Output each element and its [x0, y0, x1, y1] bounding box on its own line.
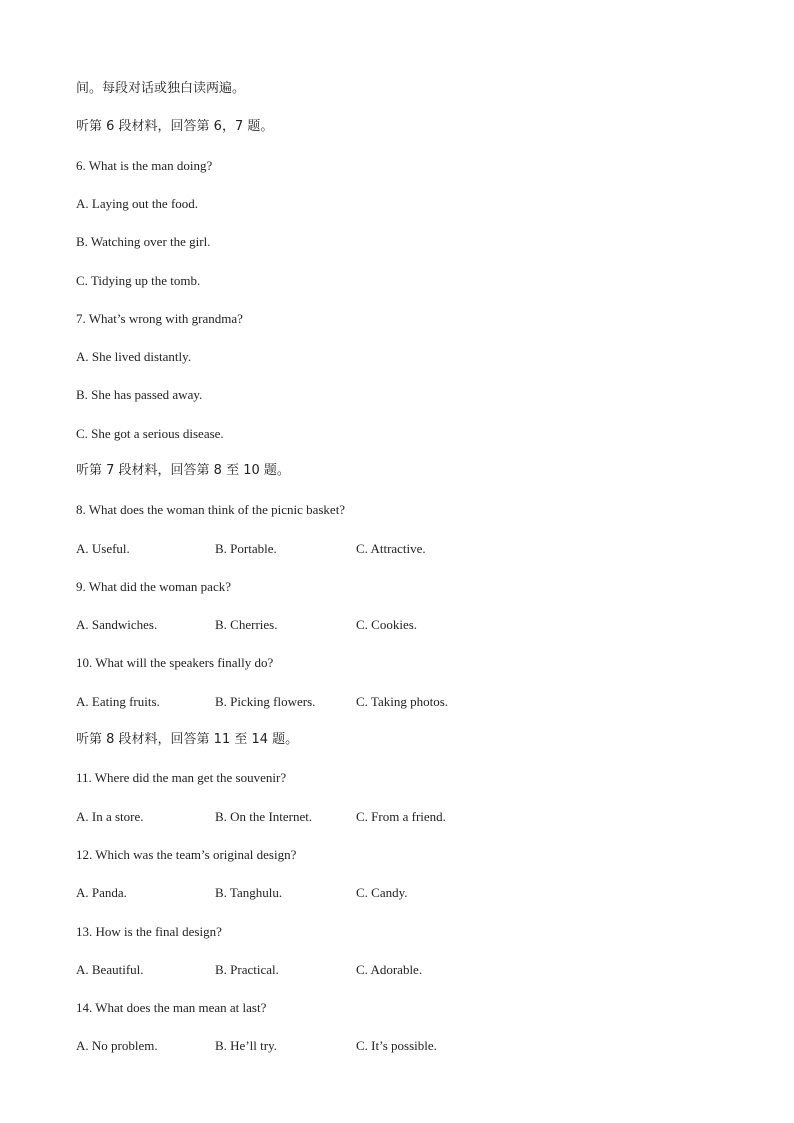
question-13-options	[76, 961, 576, 979]
section-6-heading: 听第 6 段材料，回答第 6，7 题。	[76, 119, 274, 134]
question-8: 8. What does the woman think of the picnic basket?	[76, 502, 346, 517]
question-9-option-a: A. Sandwiches.	[76, 617, 158, 632]
question-8-options	[76, 540, 576, 558]
question-6: 6. What is the man doing?	[76, 158, 213, 173]
question-8-option-c: C. Attractive.	[356, 541, 426, 556]
question-9-options	[76, 616, 576, 634]
question-14-option-a: A. No problem.	[76, 1038, 158, 1053]
question-9: 9. What did the woman pack?	[76, 579, 231, 594]
question-6-option-c: C. Tidying up the tomb.	[76, 273, 201, 288]
question-13-option-b: B. Practical.	[215, 962, 279, 977]
instructions-text: 间。每段对话或独白读两遍。	[76, 81, 246, 96]
question-12-options	[76, 884, 576, 902]
question-10-option-a: A. Eating fruits.	[76, 694, 160, 709]
section-8-heading: 听第 8 段材料，回答第 11 至 14 题。	[76, 732, 299, 747]
question-7: 7. What’s wrong with grandma?	[76, 311, 243, 326]
question-11-option-c: C. From a friend.	[356, 809, 446, 824]
question-10-options	[76, 693, 576, 711]
question-11-option-b: B. On the Internet.	[215, 809, 313, 824]
question-14-option-b: B. He’ll try.	[215, 1038, 277, 1053]
question-14-option-c: C. It’s possible.	[356, 1038, 437, 1053]
question-7-option-a: A. She lived distantly.	[76, 349, 192, 364]
question-10: 10. What will the speakers finally do?	[76, 655, 274, 670]
question-12: 12. Which was the team’s original design?	[76, 847, 297, 862]
question-14: 14. What does the man mean at last?	[76, 1000, 267, 1015]
section-7-heading: 听第 7 段材料，回答第 8 至 10 题。	[76, 463, 290, 478]
question-11: 11. Where did the man get the souvenir?	[76, 770, 287, 785]
question-9-option-b: B. Cherries.	[215, 617, 278, 632]
question-8-option-a: A. Useful.	[76, 541, 130, 556]
question-6-option-b: B. Watching over the girl.	[76, 234, 211, 249]
question-12-option-a: A. Panda.	[76, 885, 127, 900]
question-6-option-a: A. Laying out the food.	[76, 196, 199, 211]
question-14-options	[76, 1037, 576, 1055]
question-11-options	[76, 808, 576, 826]
question-12-option-b: B. Tanghulu.	[215, 885, 283, 900]
question-9-option-c: C. Cookies.	[356, 617, 418, 632]
question-10-option-c: C. Taking photos.	[356, 694, 449, 709]
question-12-option-c: C. Candy.	[356, 885, 408, 900]
question-10-option-b: B. Picking flowers.	[215, 694, 316, 709]
question-13-option-c: C. Adorable.	[356, 962, 423, 977]
question-13-option-a: A. Beautiful.	[76, 962, 144, 977]
question-13: 13. How is the final design?	[76, 924, 222, 939]
question-7-option-c: C. She got a serious disease.	[76, 426, 224, 441]
question-7-option-b: B. She has passed away.	[76, 387, 203, 402]
question-8-option-b: B. Portable.	[215, 541, 277, 556]
question-11-option-a: A. In a store.	[76, 809, 144, 824]
